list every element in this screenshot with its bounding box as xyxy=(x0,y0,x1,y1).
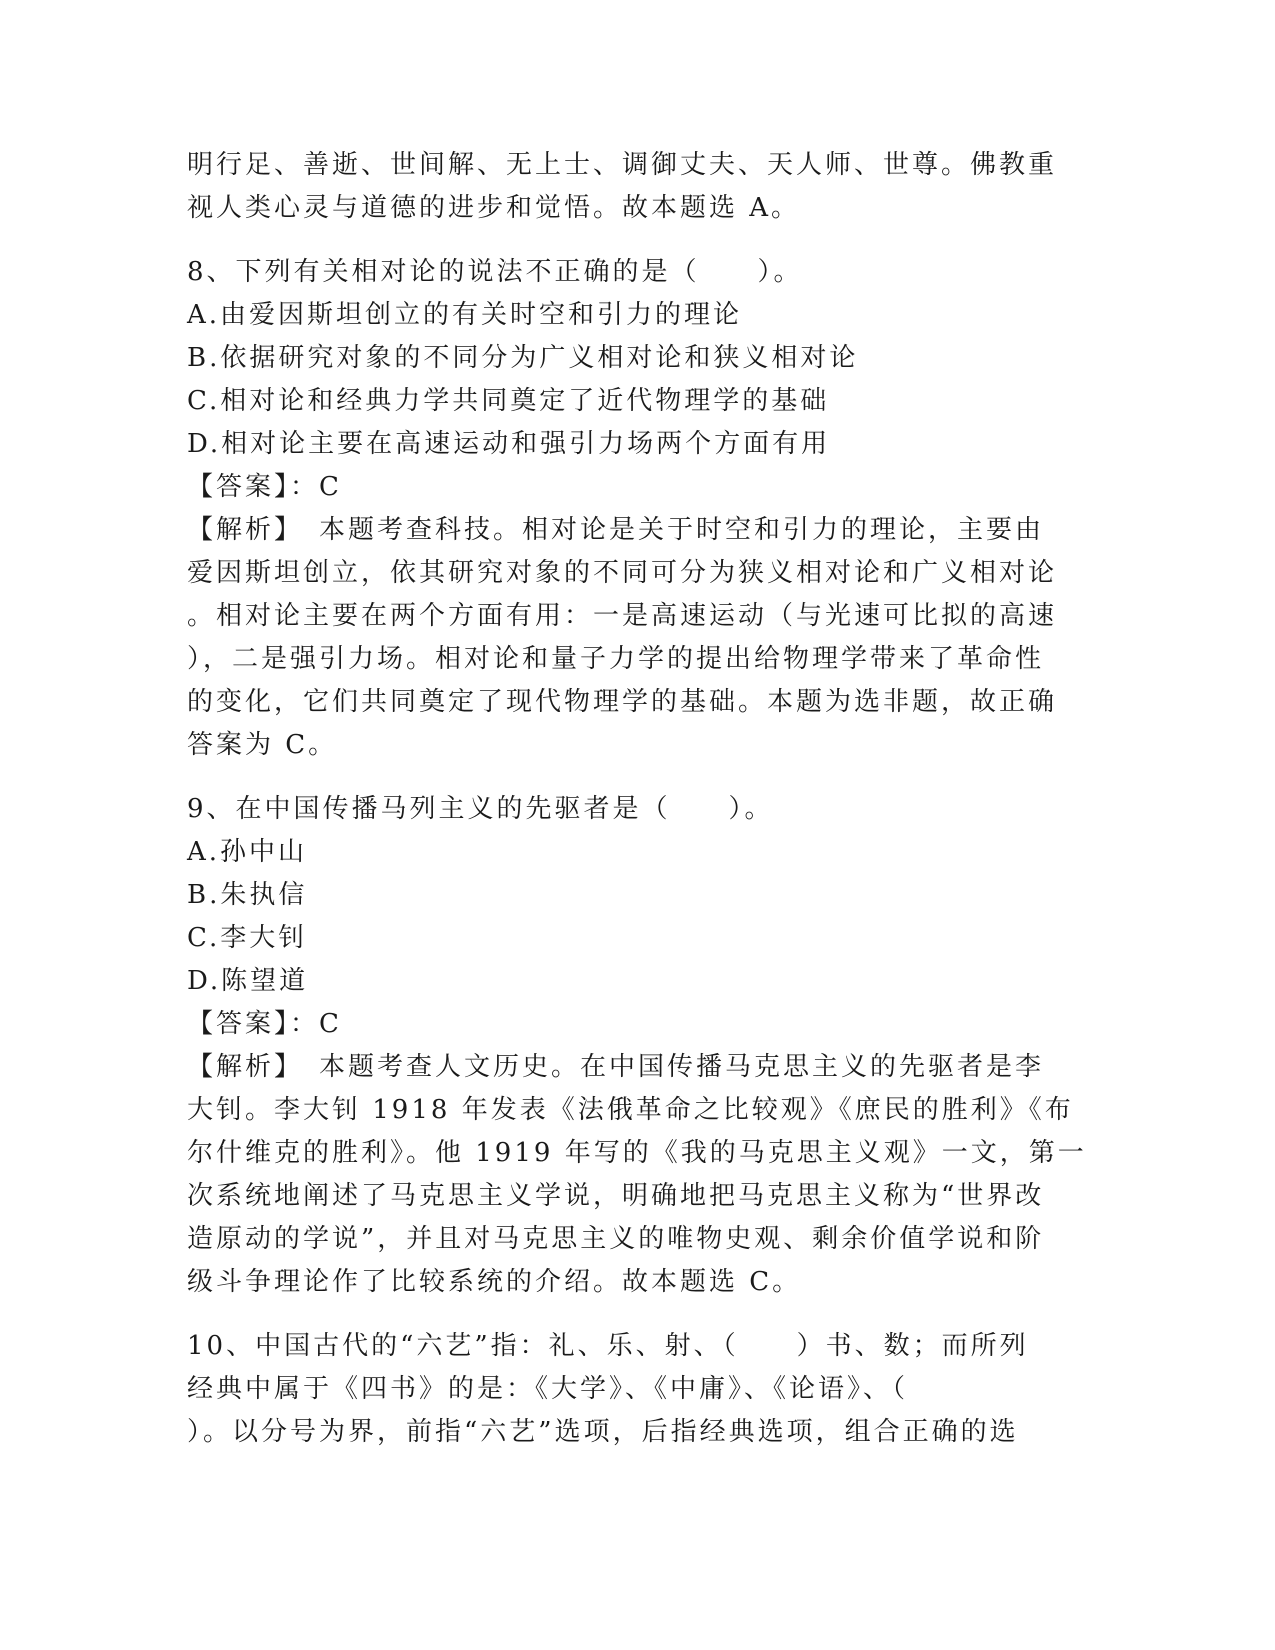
answer: 【答案】：C xyxy=(187,472,342,502)
analysis-line: 尔什维克的胜利》。他 1919 年写的《我的马克思主义观》一文，第一 xyxy=(187,1138,1087,1168)
analysis-line: 造原动的学说”，并且对马克思主义的唯物史观、剩余价值学说和阶 xyxy=(187,1224,1045,1254)
analysis-line: 级斗争理论作了比较系统的介绍。故本题选 C。 xyxy=(187,1267,802,1297)
question-10 xyxy=(187,1325,1077,1454)
option-d: D.相对论主要在高速运动和强引力场两个方面有用 xyxy=(187,429,831,459)
analysis-line: 的变化，它们共同奠定了现代物理学的基础。本题为选非题，故正确 xyxy=(187,687,1058,717)
analysis-line: ），二是强引力场。相对论和量子力学的提出给物理学带来了革命性 xyxy=(187,644,1045,674)
analysis-line: 爱因斯坦创立，依其研究对象的不同可分为狭义相对论和广义相对论 xyxy=(187,558,1058,588)
option-b: B.朱执信 xyxy=(187,880,308,910)
option-c: C.李大钊 xyxy=(187,923,308,953)
analysis-line: 【解析】 本题考查人文历史。在中国传播马克思主义的先驱者是李 xyxy=(187,1052,1045,1082)
analysis-line: 答案为 C。 xyxy=(187,730,338,760)
option-a: A.由爱因斯坦创立的有关时空和引力的理论 xyxy=(187,300,743,330)
option-c: C.相对论和经典力学共同奠定了近代物理学的基础 xyxy=(187,386,830,416)
analysis-line: 【解析】 本题考查科技。相对论是关于时空和引力的理论，主要由 xyxy=(187,515,1045,545)
option-d: D.陈望道 xyxy=(187,966,309,996)
analysis-line: 。相对论主要在两个方面有用：一是高速运动（与光速可比拟的高速 xyxy=(187,601,1058,631)
text-line: 视人类心灵与道德的进步和觉悟。故本题选 A。 xyxy=(187,193,801,223)
question-stem: 8、下列有关相对论的说法不正确的是（ ）。 xyxy=(187,257,803,287)
question-stem: 9、在中国传播马列主义的先驱者是（ ）。 xyxy=(187,794,774,824)
option-b: B.依据研究对象的不同分为广义相对论和狭义相对论 xyxy=(187,343,859,373)
text-line: 明行足、善逝、世间解、无上士、调御丈夫、天人师、世尊。佛教重 xyxy=(187,150,1058,180)
question-stem-line: 经典中属于《四书》的是：《大学》、《中庸》、《论语》、（ xyxy=(187,1374,909,1404)
option-a: A.孙中山 xyxy=(187,837,308,867)
page-content xyxy=(187,144,1087,1454)
analysis-line: 大钊。李大钊 1918 年发表《法俄革命之比较观》《庶民的胜利》《布 xyxy=(187,1095,1074,1125)
question-8 xyxy=(187,251,1077,767)
analysis-line: 次系统地阐述了马克思主义学说，明确地把马克思主义称为“世界改 xyxy=(187,1181,1045,1211)
question-stem-line: ）。以分号为界，前指“六艺”选项，后指经典选项，组合正确的选 xyxy=(187,1417,1019,1447)
question-stem-line: 10、中国古代的“六艺”指：礼、乐、射、（ ）书、数；而所列 xyxy=(187,1331,1029,1361)
question-9 xyxy=(187,788,1087,1304)
previous-analysis-continuation xyxy=(187,144,1077,230)
answer: 【答案】：C xyxy=(187,1009,342,1039)
